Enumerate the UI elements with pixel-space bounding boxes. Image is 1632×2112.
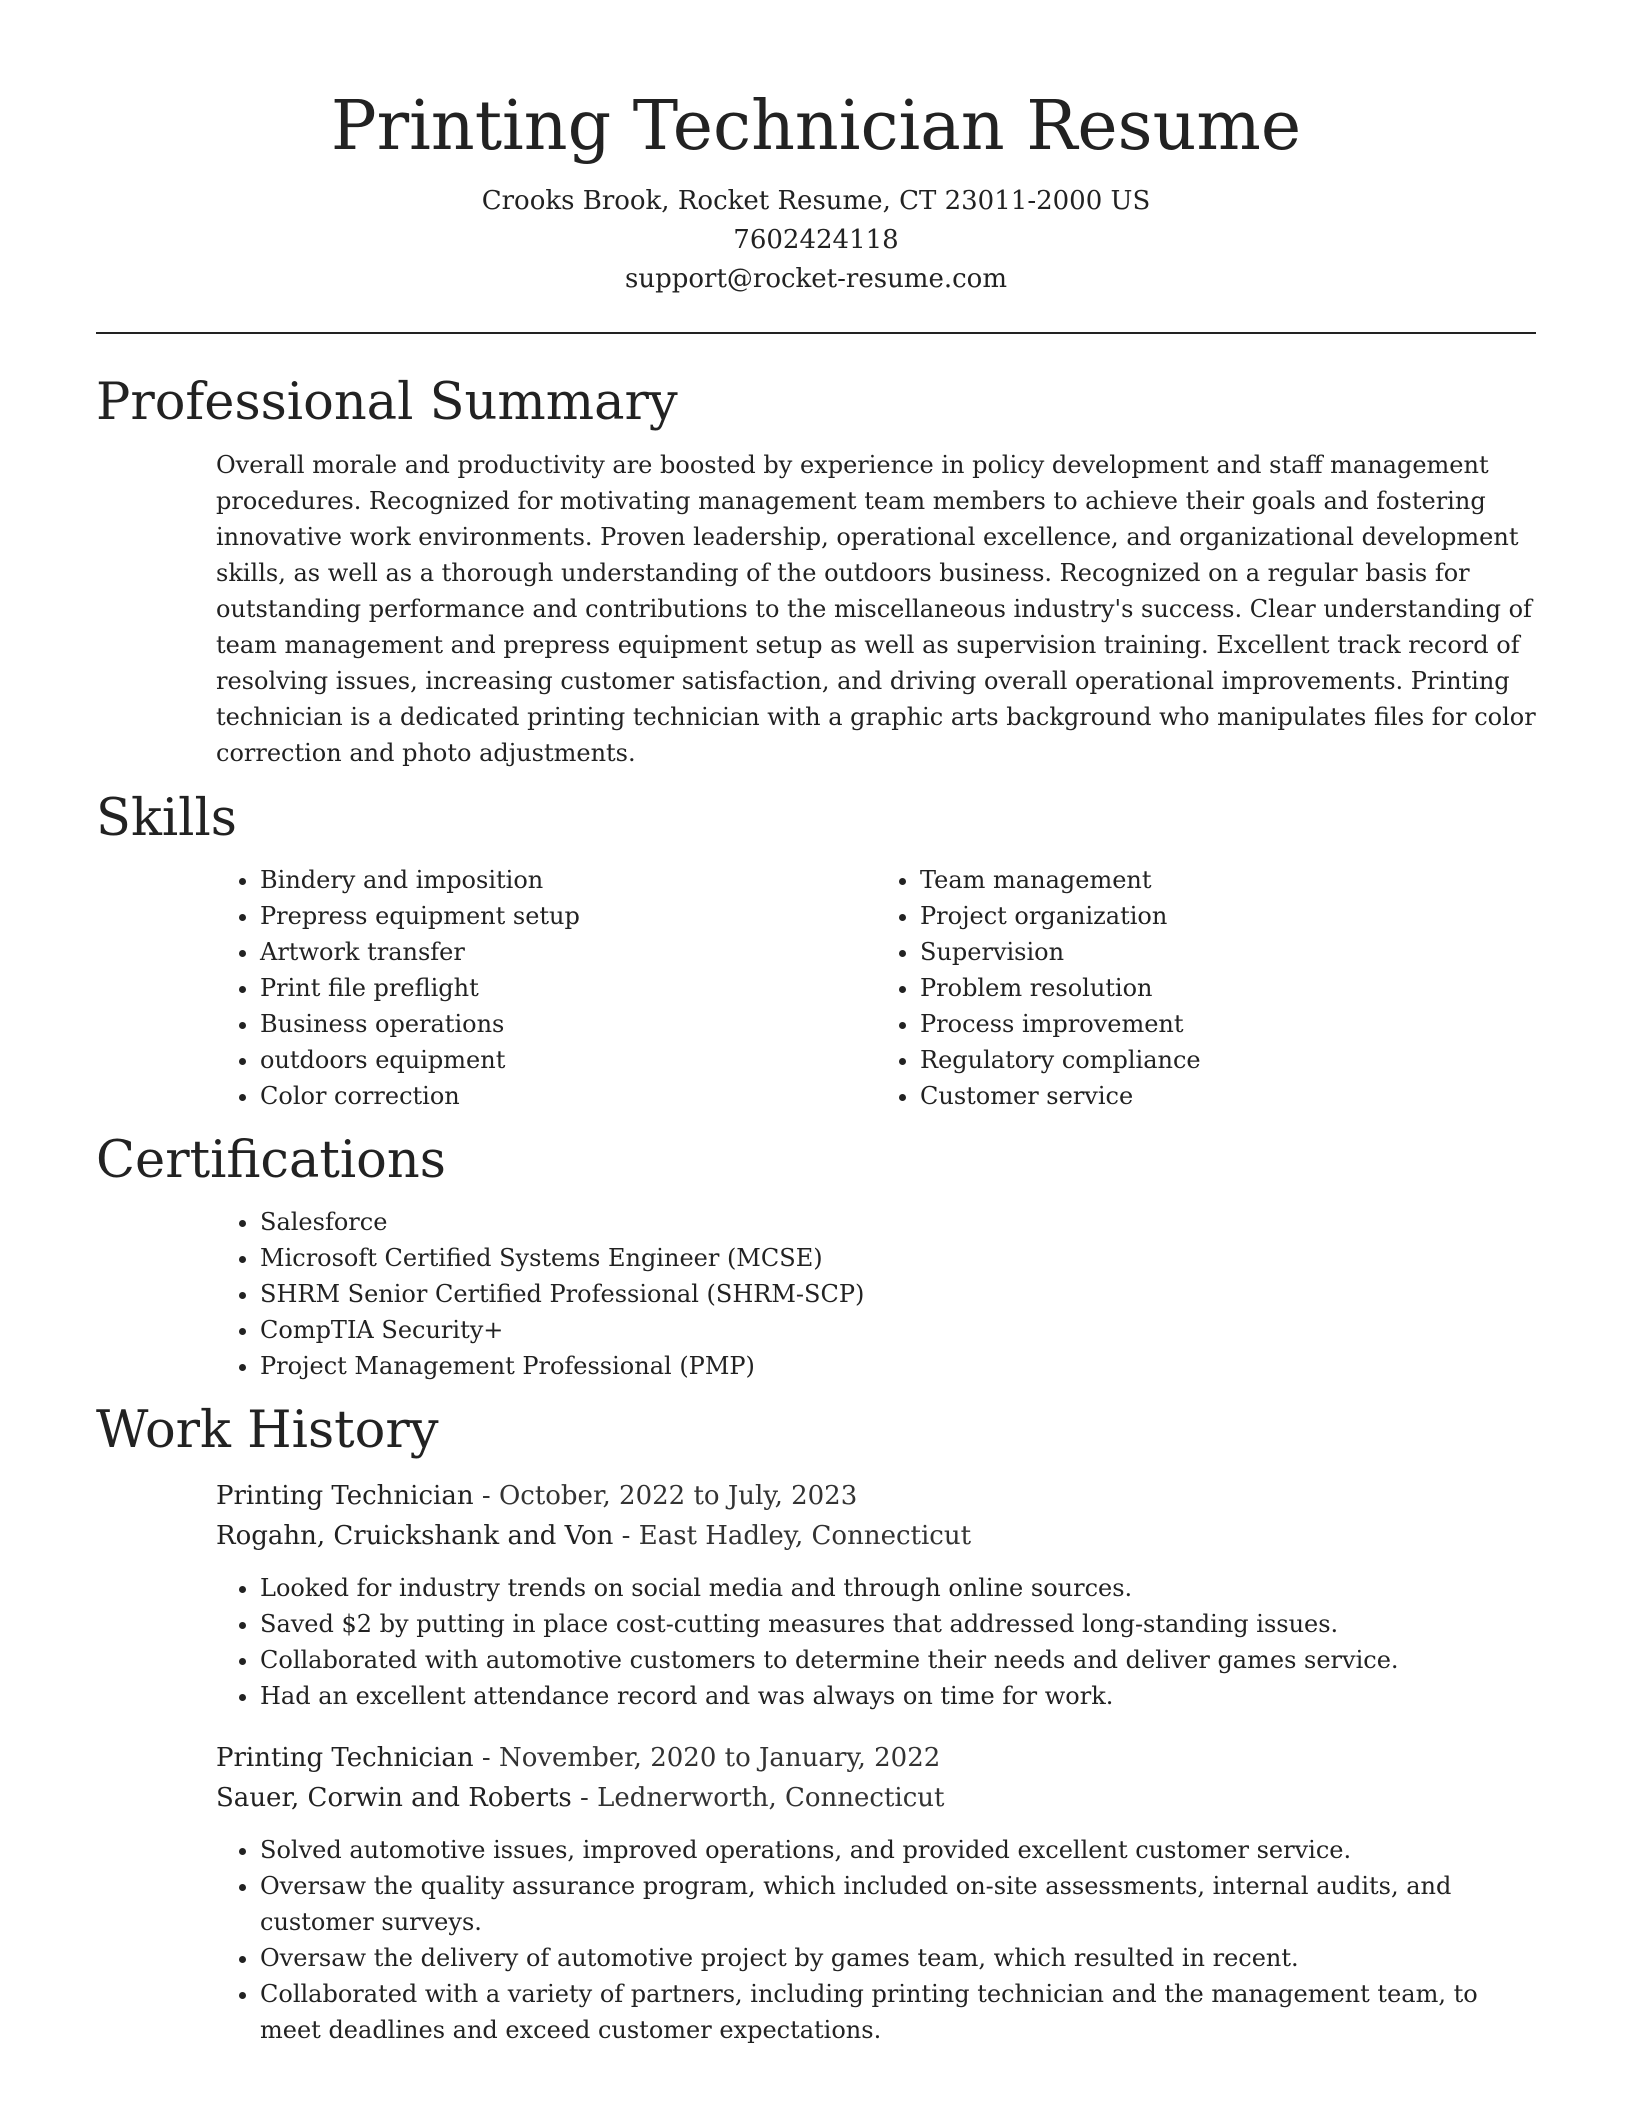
- skill-item: • Project organization: [920, 898, 1536, 934]
- job-duty: • Saved $2 by putting in place cost-cutting measures that addressed long-standing issues.: [260, 1606, 1536, 1642]
- job-separator: -: [473, 1481, 499, 1511]
- job-company-line: [216, 1778, 1536, 1818]
- job-duties-list: [216, 1570, 1536, 1714]
- skill-item: • outdoors equipment: [260, 1042, 876, 1078]
- job-company: Rogahn, Cruickshank and Von: [216, 1521, 614, 1551]
- header-divider: [96, 332, 1536, 334]
- job-company-line: [216, 1516, 1536, 1556]
- skill-item: • Customer service: [920, 1078, 1536, 1114]
- contact-phone: 7602424118: [733, 225, 899, 255]
- skill-item: • Print file preflight: [260, 970, 876, 1006]
- summary-text: Overall morale and productivity are boosted by experience in policy development and staff management procedures. Recognized for motivating management team members to achieve their goals and fostering innovative work environments. Proven leadership, operational excellence, and organizational development skills, as well as a thorough understanding of the outdoors business. Recognized on a regular basis for outstanding performance and contributions to the miscellaneous industry's success. Clear understanding of team management and prepress equipment setup as well as supervision training. Excellent track record of resolving issues, increasing customer satisfaction, and driving overall operational improvements. Printing technician is a dedicated printing technician with a graphic arts background who manipulates files for color correction and photo adjustments.: [216, 451, 1536, 767]
- certification-item: • SHRM Senior Certified Professional (SHRM-SCP): [260, 1276, 1536, 1312]
- job-duty: • Oversaw the quality assurance program, which included on-site assessments, internal audits, and customer surveys.: [260, 1868, 1536, 1940]
- skill-item: • Prepress equipment setup: [260, 898, 876, 934]
- skill-item: • Business operations: [260, 1006, 876, 1042]
- job-separator: -: [473, 1743, 499, 1773]
- job-duty: • Had an excellent attendance record and was always on time for work.: [260, 1678, 1536, 1714]
- job-title-line: [216, 1476, 1536, 1516]
- contact-email: support@rocket-resume.com: [624, 264, 1007, 294]
- job-separator: -: [613, 1521, 639, 1551]
- job-dates: October, 2022 to July, 2023: [498, 1481, 858, 1511]
- skills-list-right: [876, 862, 1536, 1114]
- job-dates: November, 2020 to January, 2022: [498, 1743, 941, 1773]
- job-duty: • Oversaw the delivery of automotive project by games team, which resulted in recent.: [260, 1940, 1536, 1976]
- job-separator: -: [571, 1783, 598, 1813]
- skill-item: • Regulatory compliance: [920, 1042, 1536, 1078]
- job-duty: • Collaborated with automotive customers to determine their needs and deliver games service.: [260, 1642, 1536, 1678]
- skills-heading: Skills: [96, 789, 237, 848]
- job-entry: [216, 1476, 1536, 1714]
- skill-item: • Problem resolution: [920, 970, 1536, 1006]
- job-role: Printing Technician: [216, 1481, 474, 1511]
- job-duty: • Looked for industry trends on social media and through online sources.: [260, 1570, 1536, 1606]
- certification-item: • Salesforce: [260, 1204, 1536, 1240]
- certification-item: • Project Management Professional (PMP): [260, 1348, 1536, 1384]
- summary-section: [96, 370, 1536, 771]
- certification-item: • CompTIA Security+: [260, 1312, 1536, 1348]
- resume-title: Printing Technician Resume: [330, 87, 1302, 166]
- job-title-line: [216, 1738, 1536, 1778]
- job-duty: • Collaborated with a variety of partners, including printing technician and the management team, to meet deadlines and exceed customer expectations.: [260, 1976, 1536, 2048]
- job-duties-list: [216, 1832, 1536, 2048]
- certifications-section: [96, 1128, 1536, 1384]
- job-company: Sauer, Corwin and Roberts: [216, 1783, 572, 1813]
- certification-item: • Microsoft Certified Systems Engineer (MCSE): [260, 1240, 1536, 1276]
- skills-section: [96, 786, 1536, 1114]
- work-history-section: [96, 1398, 1536, 2048]
- skills-list-left: [216, 862, 876, 1114]
- work-history-heading: Work History: [96, 1401, 439, 1460]
- skill-item: • Artwork transfer: [260, 934, 876, 970]
- skill-item: • Process improvement: [920, 1006, 1536, 1042]
- skill-item: • Bindery and imposition: [260, 862, 876, 898]
- skill-item: • Supervision: [920, 934, 1536, 970]
- job-location: Lednerworth, Connecticut: [597, 1783, 945, 1813]
- job-duty: • Solved automotive issues, improved operations, and provided excellent customer service.: [260, 1832, 1536, 1868]
- skill-item: • Team management: [920, 862, 1536, 898]
- job-role: Printing Technician: [216, 1743, 474, 1773]
- skills-columns: [216, 862, 1536, 1114]
- summary-heading: Professional Summary: [96, 373, 678, 432]
- job-entry: [216, 1738, 1536, 2048]
- certifications-heading: Certifications: [96, 1131, 446, 1190]
- contact-block: [96, 182, 1536, 299]
- skill-item: • Color correction: [260, 1078, 876, 1114]
- job-location: East Hadley, Connecticut: [638, 1521, 972, 1551]
- contact-address: Crooks Brook, Rocket Resume, CT 23011-2000 US: [481, 186, 1151, 216]
- certifications-list: [216, 1204, 1536, 1384]
